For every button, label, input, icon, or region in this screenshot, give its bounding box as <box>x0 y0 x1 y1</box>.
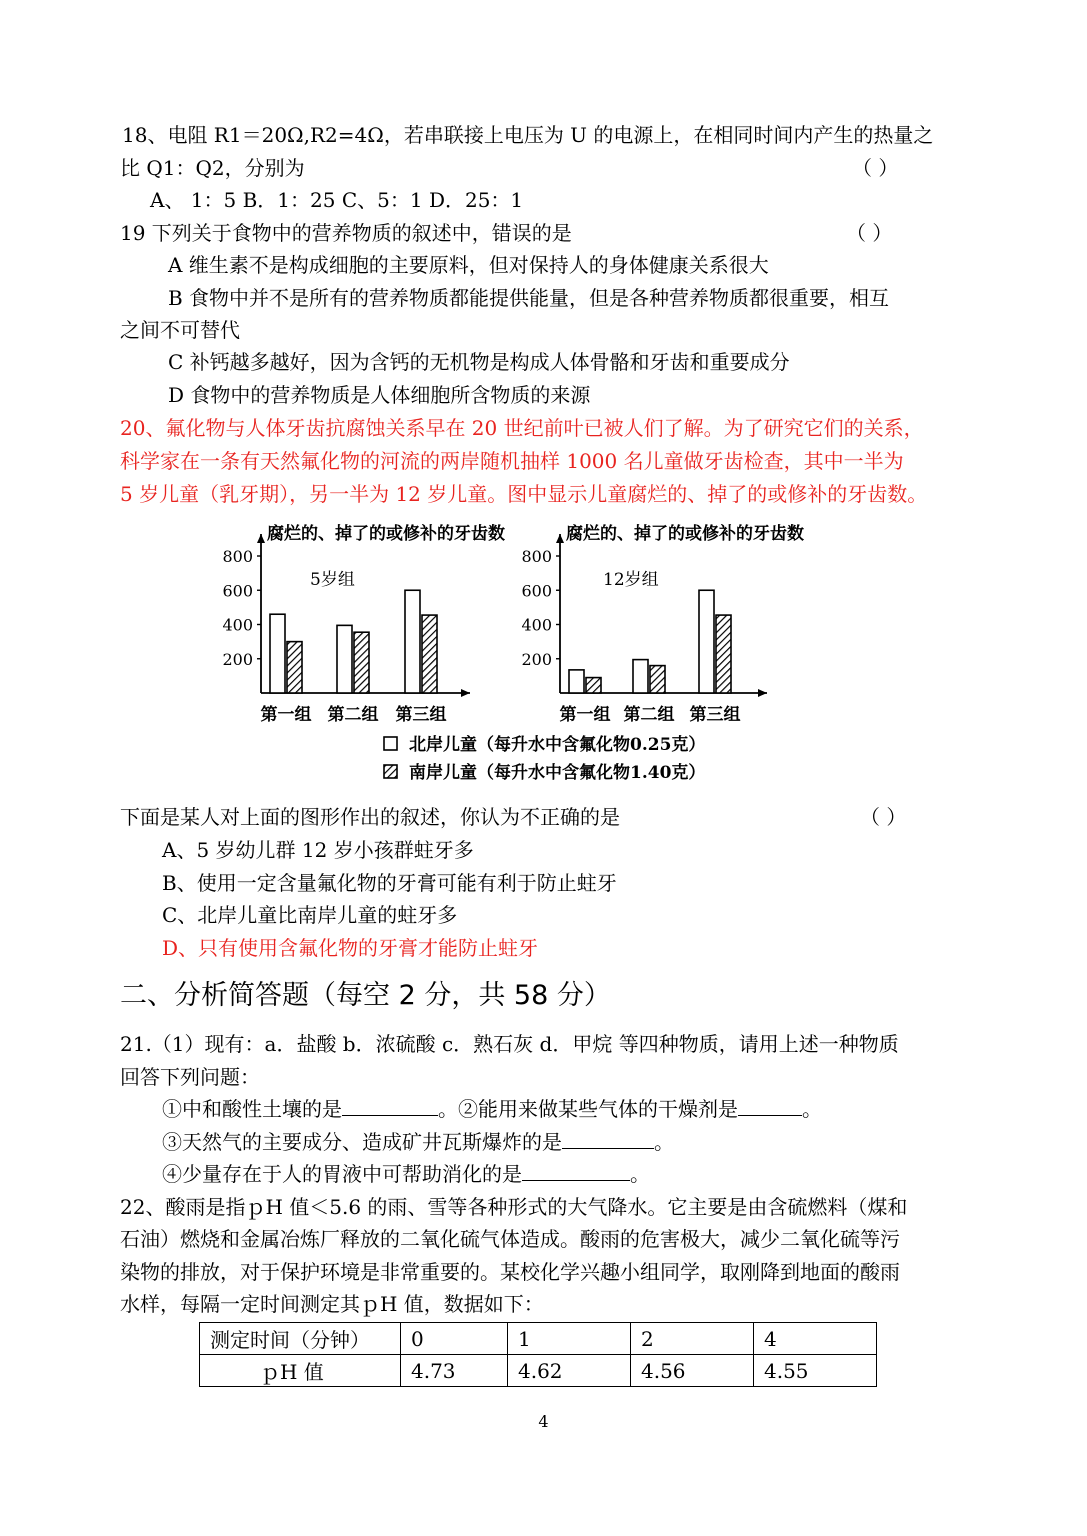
y-tick-label: 600 <box>521 581 552 601</box>
x-category-label: 第三组 <box>395 705 447 725</box>
q22-line4: 水样，每隔一定时间测定其ｐH 值，数据如下： <box>120 1292 544 1316</box>
page-number: 4 <box>538 1412 549 1431</box>
y-tick-label: 800 <box>222 547 253 566</box>
q21-sub2-text-a: ③天然气的主要成分、造成矿井瓦斯爆炸的是 <box>162 1130 562 1154</box>
q20-line1: 20、氟化物与人体牙齿抗腐蚀关系早在 20 世纪前叶已被人们了解。为了研究它们的关系， <box>120 416 924 440</box>
answer-blank-4[interactable] <box>522 1162 630 1181</box>
y-axis-arrow-icon <box>257 534 265 543</box>
y-axis-arrow-icon <box>556 534 564 543</box>
x-axis-arrow-icon <box>758 689 767 697</box>
q20-line3: 5 岁儿童（乳牙期），另一半为 12 岁儿童。图中显示儿童腐烂的、掉了的或修补的牙齿数。 <box>120 482 928 506</box>
q20-line2: 科学家在一条有天然氟化物的河流的两岸随机抽样 1000 名儿童做牙齿检查，其中一半为 <box>120 449 904 473</box>
table-cell: 4.62 <box>508 1355 631 1387</box>
table-row <box>200 1323 877 1355</box>
q19-option-b-line1: B 食物中并不是所有的营养物质都能提供能量，但是各种营养物质都很重要，相互 <box>168 286 890 310</box>
bar-south-bank <box>586 678 601 693</box>
q19-stem: 19 下列关于食物中的营养物质的叙述中，错误的是 <box>120 221 572 245</box>
q22-line1: 22、酸雨是指ｐH 值＜5.6 的雨、雪等各种形式的大气降水。它主要是由含硫燃料（煤和 <box>120 1195 908 1219</box>
q21-line1: 21.（1）现有：a．盐酸 b．浓硫酸 c．熟石灰 d．甲烷 等四种物质，请用上述一种物质 <box>120 1032 899 1056</box>
table-cell: ｐH 值 <box>200 1355 401 1387</box>
answer-blank-3[interactable] <box>562 1130 654 1149</box>
table-cell: 4 <box>754 1323 877 1355</box>
bar-north-bank <box>633 660 648 693</box>
x-axis-arrow-icon <box>461 689 470 697</box>
q19-option-c: C 补钙越多越好，因为含钙的无机物是构成人体骨骼和牙齿和重要成分 <box>168 350 790 374</box>
x-category-label: 第二组 <box>623 705 675 725</box>
q19-option-a: A 维生素不是构成细胞的主要原料，但对保持人的身体健康关系很大 <box>168 253 769 277</box>
y-tick-label: 800 <box>521 547 552 566</box>
q19-answer-paren: （ ） <box>846 221 893 245</box>
ph-data-table <box>199 1322 877 1387</box>
q21-sub3-text-b: 。 <box>630 1162 650 1186</box>
q21-sub1-text-c: 。 <box>802 1097 822 1121</box>
table-cell: 4.55 <box>754 1355 877 1387</box>
q21-sub3 <box>162 1162 650 1186</box>
legend-label-north: 北岸儿童（每升水中含氟化物0.25克） <box>409 735 706 755</box>
table-cell: 4.73 <box>401 1355 508 1387</box>
chart-title: 5岁组 <box>310 570 355 590</box>
q21-sub3-text-a: ④少量存在于人的胃液中可帮助消化的是 <box>162 1162 522 1186</box>
q22-line3: 染物的排放，对于保护环境是非常重要的。某校化学兴趣小组同学，取刚降到地面的酸雨 <box>120 1260 900 1284</box>
q21-sub2-text-b: 。 <box>654 1130 674 1154</box>
y-tick-label: 600 <box>222 581 253 601</box>
y-tick-label: 200 <box>521 649 552 669</box>
bar-south-bank <box>354 632 369 693</box>
q20-stem: 下面是某人对上面的图形作出的叙述，你认为不正确的是 <box>120 805 620 829</box>
q19-option-d: D 食物中的营养物质是人体细胞所含物质的来源 <box>168 383 591 407</box>
q18-line1: 18、电阻 R1＝20Ω,R2=4Ω，若串联接上电压为 U 的电源上，在相同时间内产生的热量之 <box>122 123 934 147</box>
bar-north-bank <box>405 590 420 693</box>
bar-north-bank <box>569 670 584 693</box>
bar-south-bank <box>422 615 437 693</box>
q20-option-b: B、使用一定含量氟化物的牙膏可能有利于防止蛀牙 <box>162 871 617 895</box>
legend-swatch-south <box>384 765 397 778</box>
q18-options: A、 1：5 B．1：25 C、5：1 D．25：1 <box>150 188 524 212</box>
y-tick-label: 400 <box>222 615 253 635</box>
table-cell: 0 <box>401 1323 508 1355</box>
y-axis-label: 腐烂的、掉了的或修补的牙齿数 <box>566 524 804 544</box>
q22-line2: 石油）燃烧和金属冶炼厂释放的二氧化硫气体造成。酸雨的危害极大，减少二氧化硫等污 <box>120 1227 900 1251</box>
table-cell: 2 <box>631 1323 754 1355</box>
bar-south-bank <box>287 642 302 693</box>
x-category-label: 第一组 <box>260 705 312 725</box>
q20-option-c: C、北岸儿童比南岸儿童的蛀牙多 <box>162 903 458 927</box>
table-row <box>200 1355 877 1387</box>
bar-south-bank <box>650 666 665 693</box>
answer-blank-1[interactable] <box>342 1097 438 1116</box>
legend-label-south: 南岸儿童（每升水中含氟化物1.40克） <box>409 763 706 783</box>
answer-blank-2[interactable] <box>738 1097 802 1116</box>
x-category-label: 第一组 <box>559 705 611 725</box>
y-axis-label: 腐烂的、掉了的或修补的牙齿数 <box>267 524 505 544</box>
q21-line2: 回答下列问题： <box>120 1065 260 1089</box>
q18-answer-paren: （ ） <box>852 156 899 180</box>
q21-sub2 <box>162 1130 674 1154</box>
section-heading: 二、分析简答题（每空 2 分，共 58 分） <box>120 980 611 1011</box>
q20-answer-paren: （ ） <box>860 805 907 829</box>
table-cell: 4.56 <box>631 1355 754 1387</box>
bar-north-bank <box>270 614 285 693</box>
fluoride-bar-charts <box>215 518 875 788</box>
table-cell: 测定时间（分钟） <box>200 1323 401 1355</box>
q21-sub1 <box>162 1097 822 1121</box>
q20-option-d: D、只有使用含氟化物的牙膏才能防止蛀牙 <box>162 936 539 960</box>
table-cell: 1 <box>508 1323 631 1355</box>
bar-north-bank <box>699 590 714 693</box>
q21-sub1-text-b: 。②能用来做某些气体的干燥剂是 <box>438 1097 738 1121</box>
legend-swatch-north <box>384 737 397 750</box>
y-tick-label: 400 <box>521 615 552 635</box>
bar-south-bank <box>716 615 731 693</box>
y-tick-label: 200 <box>222 649 253 669</box>
q18-line2: 比 Q1：Q2，分别为 <box>120 156 305 180</box>
q19-option-b-line2: 之间不可替代 <box>120 318 240 342</box>
x-category-label: 第三组 <box>689 705 741 725</box>
chart-title: 12岁组 <box>603 570 659 590</box>
x-category-label: 第二组 <box>327 705 379 725</box>
bar-north-bank <box>337 625 352 693</box>
q20-option-a: A、5 岁幼儿群 12 岁小孩群蛀牙多 <box>162 838 474 862</box>
q21-sub1-text-a: ①中和酸性土壤的是 <box>162 1097 342 1121</box>
